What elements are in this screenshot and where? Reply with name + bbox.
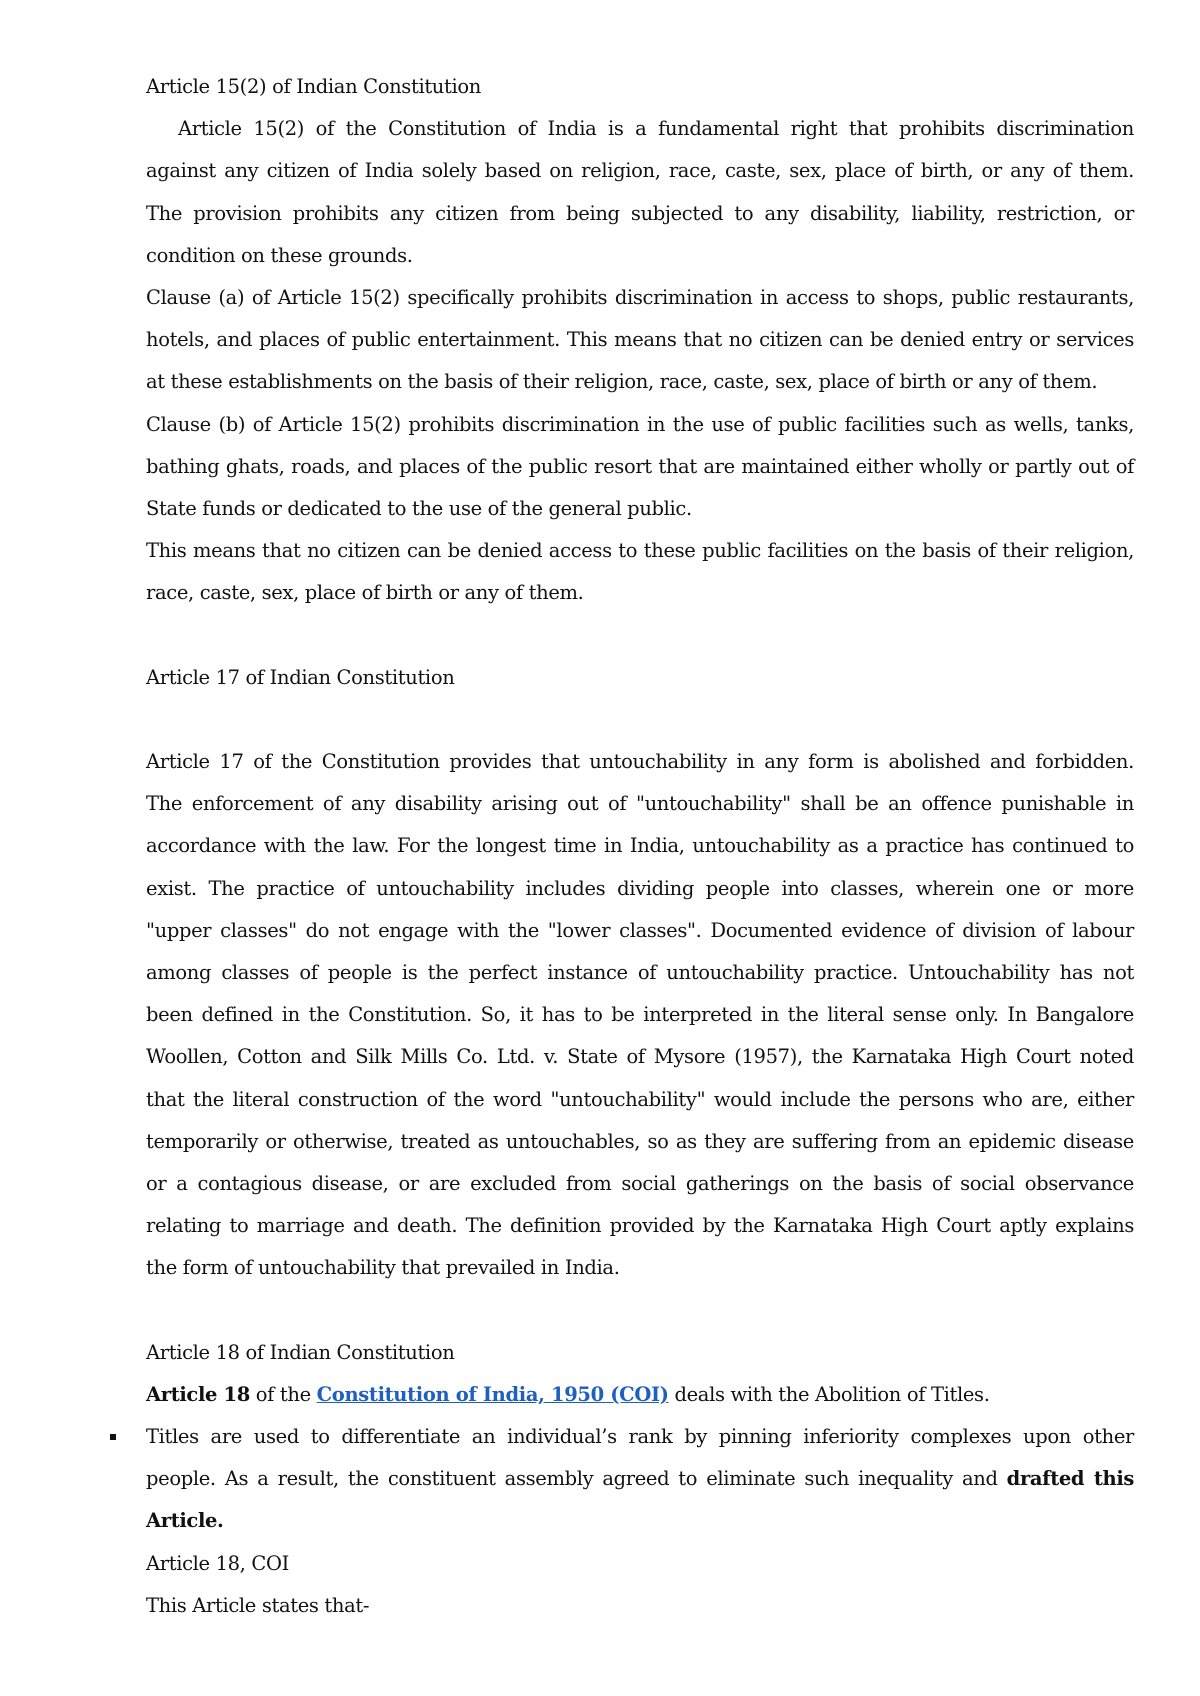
text-line: the form of untouchability that prevailed in India. — [146, 1256, 620, 1280]
article-15-heading: Article 15(2) of Indian Constitution — [146, 75, 481, 98]
intro-trailing-text: deals with the Abolition of Titles. — [668, 1382, 990, 1406]
constitution-link[interactable]: Constitution of India, 1950 (COI) — [316, 1382, 669, 1406]
text-line: Clause (a) of Article 15(2) specifically prohibits discrimination in access to shops, public restaurants, — [146, 285, 1134, 309]
spacer — [146, 614, 1134, 656]
text-line: Titles are used to differentiate an individual’s rank by pinning inferiority complexes upon other — [146, 1425, 1134, 1448]
article-18-heading: Article 18 of Indian Constitution — [146, 1340, 455, 1364]
intro-connector-text: of the — [249, 1382, 317, 1406]
text-line: that the literal construction of the word "untouchability" would include the persons who are, either — [146, 1087, 1134, 1111]
bullet-bold-text-end: Article. — [146, 1509, 224, 1533]
article-15-paragraph-4 — [146, 530, 1134, 614]
article-17-paragraph — [146, 741, 1134, 1289]
text-line: among classes of people is the perfect instance of untouchability practice. Untouchability has not — [146, 960, 1134, 984]
text-line — [146, 1500, 1134, 1542]
text-line: against any citizen of India solely based on religion, race, caste, sex, place of birth, or any of them. — [146, 159, 1134, 183]
text-line: relating to marriage and death. The definition provided by the Karnataka High Court aptly explains — [146, 1214, 1134, 1238]
article-15-paragraph-2 — [146, 277, 1134, 404]
article-18-intro — [146, 1374, 1134, 1416]
text-line: The enforcement of any disability arising out of "untouchability" shall be an offence punishable in — [146, 792, 1134, 816]
article-17-heading: Article 17 of Indian Constitution — [146, 665, 455, 689]
text-line: condition on these grounds. — [146, 243, 413, 267]
article-18-reference: Article 18, COI — [146, 1551, 289, 1575]
text-line: bathing ghats, roads, and places of the public resort that are maintained either wholly or partly out of — [146, 454, 1134, 478]
spacer — [146, 699, 1134, 741]
text-line: "upper classes" do not engage with the "lower classes". Documented evidence of division of labour — [146, 918, 1134, 942]
text-line: Article 15(2) of the Constitution of India is a fundamental right that prohibits discrimination — [178, 117, 1134, 141]
text-line: at these establishments on the basis of their religion, race, caste, sex, place of birth or any of them. — [146, 370, 1098, 394]
text-line: exist. The practice of untouchability includes dividing people into classes, wherein one or more — [146, 876, 1134, 900]
text-line: State funds or dedicated to the use of the general public. — [146, 496, 692, 520]
document-body — [146, 66, 1134, 1627]
spacer — [146, 1289, 1134, 1331]
text-line: been defined in the Constitution. So, it has to be interpreted in the literal sense only. In Bangalore — [146, 1003, 1134, 1027]
bullet-list-item — [146, 1416, 1134, 1543]
text-line: race, caste, sex, place of birth or any of them. — [146, 581, 584, 605]
text-line: temporarily or otherwise, treated as untouchables, so as they are suffering from an epidemic disease — [146, 1129, 1134, 1153]
text-line — [146, 1458, 1134, 1500]
text-line: or a contagious disease, or are excluded from social gatherings on the basis of social observance — [146, 1171, 1134, 1195]
bullet-bold-text: drafted this — [1006, 1467, 1135, 1491]
article-15-paragraph-1 — [146, 108, 1134, 277]
text-line: This means that no citizen can be denied access to these public facilities on the basis of their religion, — [146, 539, 1134, 563]
bullet-plain-text: people. As a result, the constituent assembly agreed to eliminate such inequality and — [146, 1467, 1007, 1491]
text-line: hotels, and places of public entertainment. This means that no citizen can be denied entry or services — [146, 328, 1134, 352]
text-line: accordance with the law. For the longest time in India, untouchability as a practice has continued to — [146, 834, 1134, 858]
text-line: The provision prohibits any citizen from being subjected to any disability, liability, restriction, or — [146, 201, 1134, 225]
text-line: Clause (b) of Article 15(2) prohibits discrimination in the use of public facilities such as wells, tanks, — [146, 412, 1134, 436]
article-15-paragraph-3 — [146, 404, 1134, 531]
article-18-bold-label: Article 18 — [146, 1382, 250, 1406]
article-18-closing: This Article states that- — [146, 1593, 370, 1617]
square-bullet-icon — [110, 1434, 116, 1440]
text-line: Woollen, Cotton and Silk Mills Co. Ltd. v. State of Mysore (1957), the Karnataka High Court noted — [146, 1045, 1134, 1069]
text-line: Article 17 of the Constitution provides that untouchability in any form is abolished and forbidden. — [146, 750, 1134, 773]
